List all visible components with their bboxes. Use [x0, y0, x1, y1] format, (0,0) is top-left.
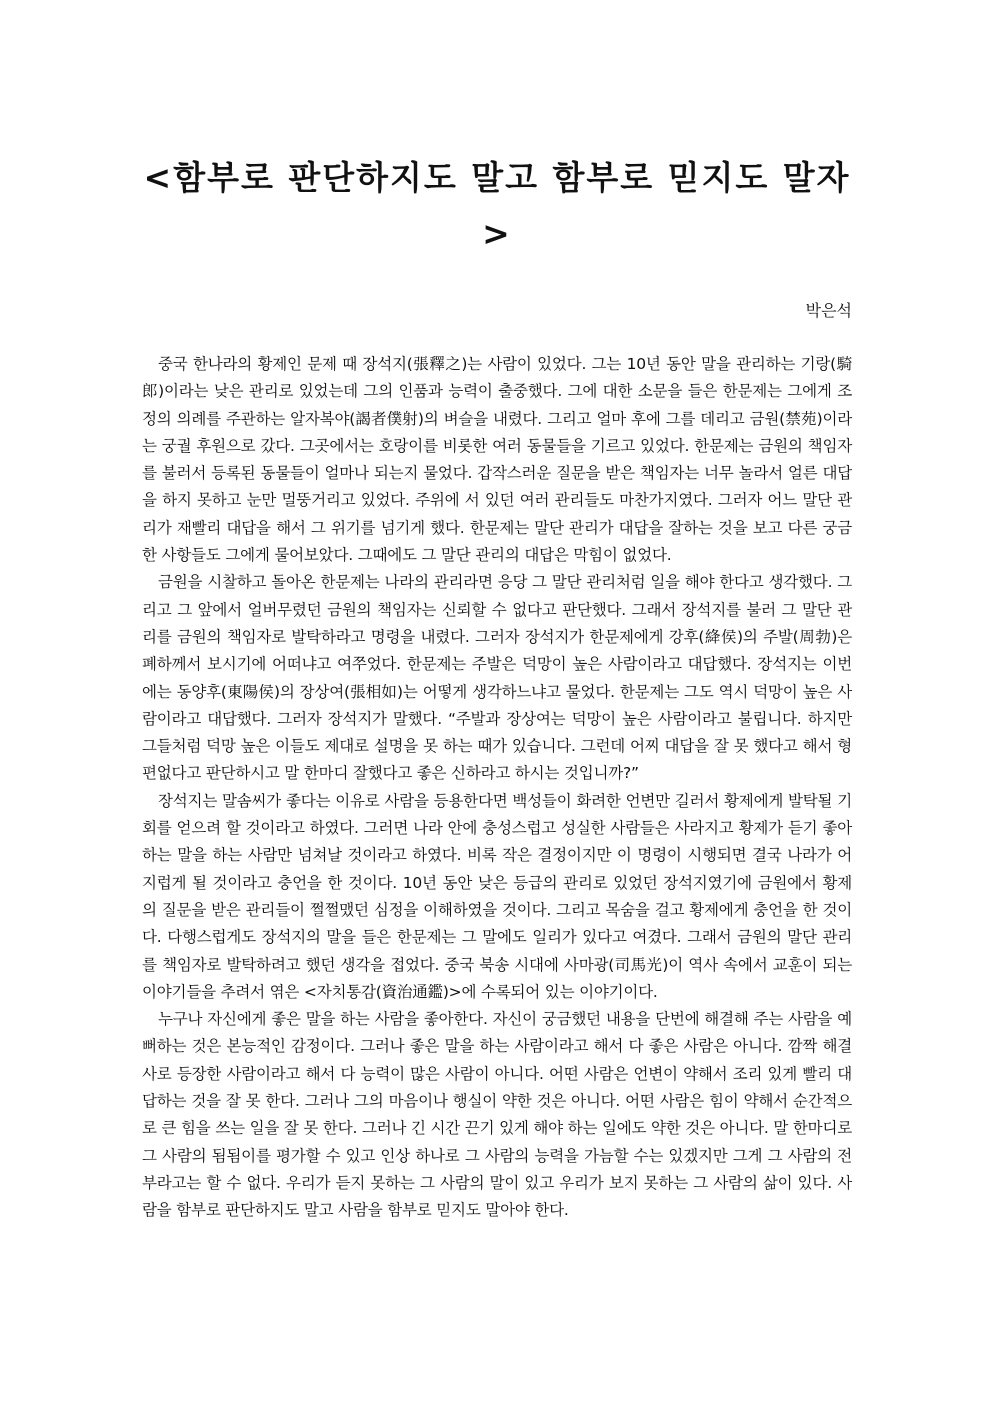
- document-title: <함부로 판단하지도 말고 함부로 믿지도 말자>: [143, 158, 851, 253]
- document-body: [142, 351, 852, 1225]
- paragraph-3: 장석지는 말솜씨가 좋다는 이유로 사람을 등용한다면 백성들이 화려한 언변만 길러서 황제에게 발탁될 기회를 얻으려 할 것이라고 하였다. 그러면 나라 안에 충성스럽고 성실한 사람들은 사라지고 황제가 듣기 좋아하는 말을 하는 사람만 넘쳐날 것이라고 하였다. 비록 작은 결정이지만 이 명령이 시행되면 결국 나라가 어지럽게 될 것이라고 충언을 한 것이다. 10년 동안 낮은 등급의 관리로 있었던 장석지였기에 금원에서 황제의 질문을 받은 관리들이 쩔쩔맸던 심정을 이해하였을 것이다. 그리고 목숨을 걸고 황제에게 충언을 한 것이다. 다행스럽게도 장석지의 말을 들은 한문제는 그 말에도 일리가 있다고 여겼다. 그래서 금원의 말단 관리를 책임자로 발탁하려고 했던 생각을 접었다. 중국 북송 시대에 사마광(司馬光)이 역사 속에서 교훈이 되는 이야기들을 추려서 엮은 <자치통감(資治通鑑)>에 수록되어 있는 이야기이다.: [142, 791, 852, 1001]
- document-page: [142, 150, 852, 1225]
- paragraph-4: 누구나 자신에게 좋은 말을 하는 사람을 좋아한다. 자신이 궁금했던 내용을 단번에 해결해 주는 사람을 예뻐하는 것은 본능적인 감정이다. 그러나 좋은 말을 하는 사람이라고 해서 다 좋은 사람은 아니다. 깜짝 해결사로 등장한 사람이라고 해서 다 능력이 많은 사람이 아니다. 어떤 사람은 언변이 약해서 조리 있게 빨리 대답하는 것을 잘 못 한다. 그러나 그의 마음이나 행실이 약한 것은 아니다. 어떤 사람은 힘이 약해서 순간적으로 큰 힘을 쓰는 일을 잘 못 한다. 그러나 긴 시간 끈기 있게 해야 하는 일에도 약한 것은 아니다. 말 한마디로 그 사람의 됨됨이를 평가할 수 있고 인상 하나로 그 사람의 능력을 가늠할 수는 있겠지만 그게 그 사람의 전부라고는 할 수 없다. 우리가 듣지 못하는 그 사람의 말이 있고 우리가 보지 못하는 그 사람의 삶이 있다. 사람을 함부로 판단하지도 말고 사람을 함부로 믿지도 말아야 한다.: [142, 1010, 853, 1220]
- author-name: 박은석: [805, 301, 852, 320]
- paragraph-1: 중국 한나라의 황제인 문제 때 장석지(張釋之)는 사람이 있었다. 그는 10년 동안 말을 관리하는 기랑(騎郎)이라는 낮은 관리로 있었는데 그의 인품과 능력이 출중했다. 그에 대한 소문을 들은 한문제는 그에게 조정의 의례를 주관하는 알자복야(謁者僕射)의 벼슬을 내렸다. 그리고 얼마 후에 그를 데리고 금원(禁苑)이라는 궁궐 후원으로 갔다. 그곳에서는 호랑이를 비롯한 여러 동물들을 기르고 있었다. 한문제는 금원의 책임자를 불러서 등록된 동물들이 얼마나 되는지 물었다. 갑작스러운 질문을 받은 책임자는 너무 놀라서 얼른 대답을 하지 못하고 눈만 멀뚱거리고 있었다. 주위에 서 있던 여러 관리들도 마찬가지였다. 그러자 어느 말단 관리가 재빨리 대답을 해서 그 위기를 넘기게 했다. 한문제는 말단 관리가 대답을 잘하는 것을 보고 다른 궁금한 사항들도 그에게 물어보았다. 그때에도 그 말단 관리의 대답은 막힘이 없었다.: [142, 355, 852, 565]
- paragraph-2: 금원을 시찰하고 돌아온 한문제는 나라의 관리라면 응당 그 말단 관리처럼 일을 해야 한다고 생각했다. 그리고 그 앞에서 얼버무렸던 금원의 책임자는 신뢰할 수 없다고 판단했다. 그래서 장석지를 불러 그 말단 관리를 금원의 책임자로 발탁하라고 명령을 내렸다. 그러자 장석지가 한문제에게 강후(絳侯)의 주발(周勃)은 폐하께서 보시기에 어떠냐고 여쭈었다. 한문제는 주발은 덕망이 높은 사람이라고 대답했다. 장석지는 이번에는 동양후(東陽侯)의 장상여(張相如)는 어떻게 생각하느냐고 물었다. 한문제는 그도 역시 덕망이 높은 사람이라고 대답했다. 그러자 장석지가 말했다. “주발과 장상여는 덕망이 높은 사람이라고 불립니다. 하지만 그들처럼 덕망 높은 이들도 제대로 설명을 못 하는 때가 있습니다. 그런데 어찌 대답을 잘 못 했다고 해서 형편없다고 판단하시고 말 한마디 잘했다고 좋은 신하라고 하시는 것입니까?”: [142, 573, 852, 783]
